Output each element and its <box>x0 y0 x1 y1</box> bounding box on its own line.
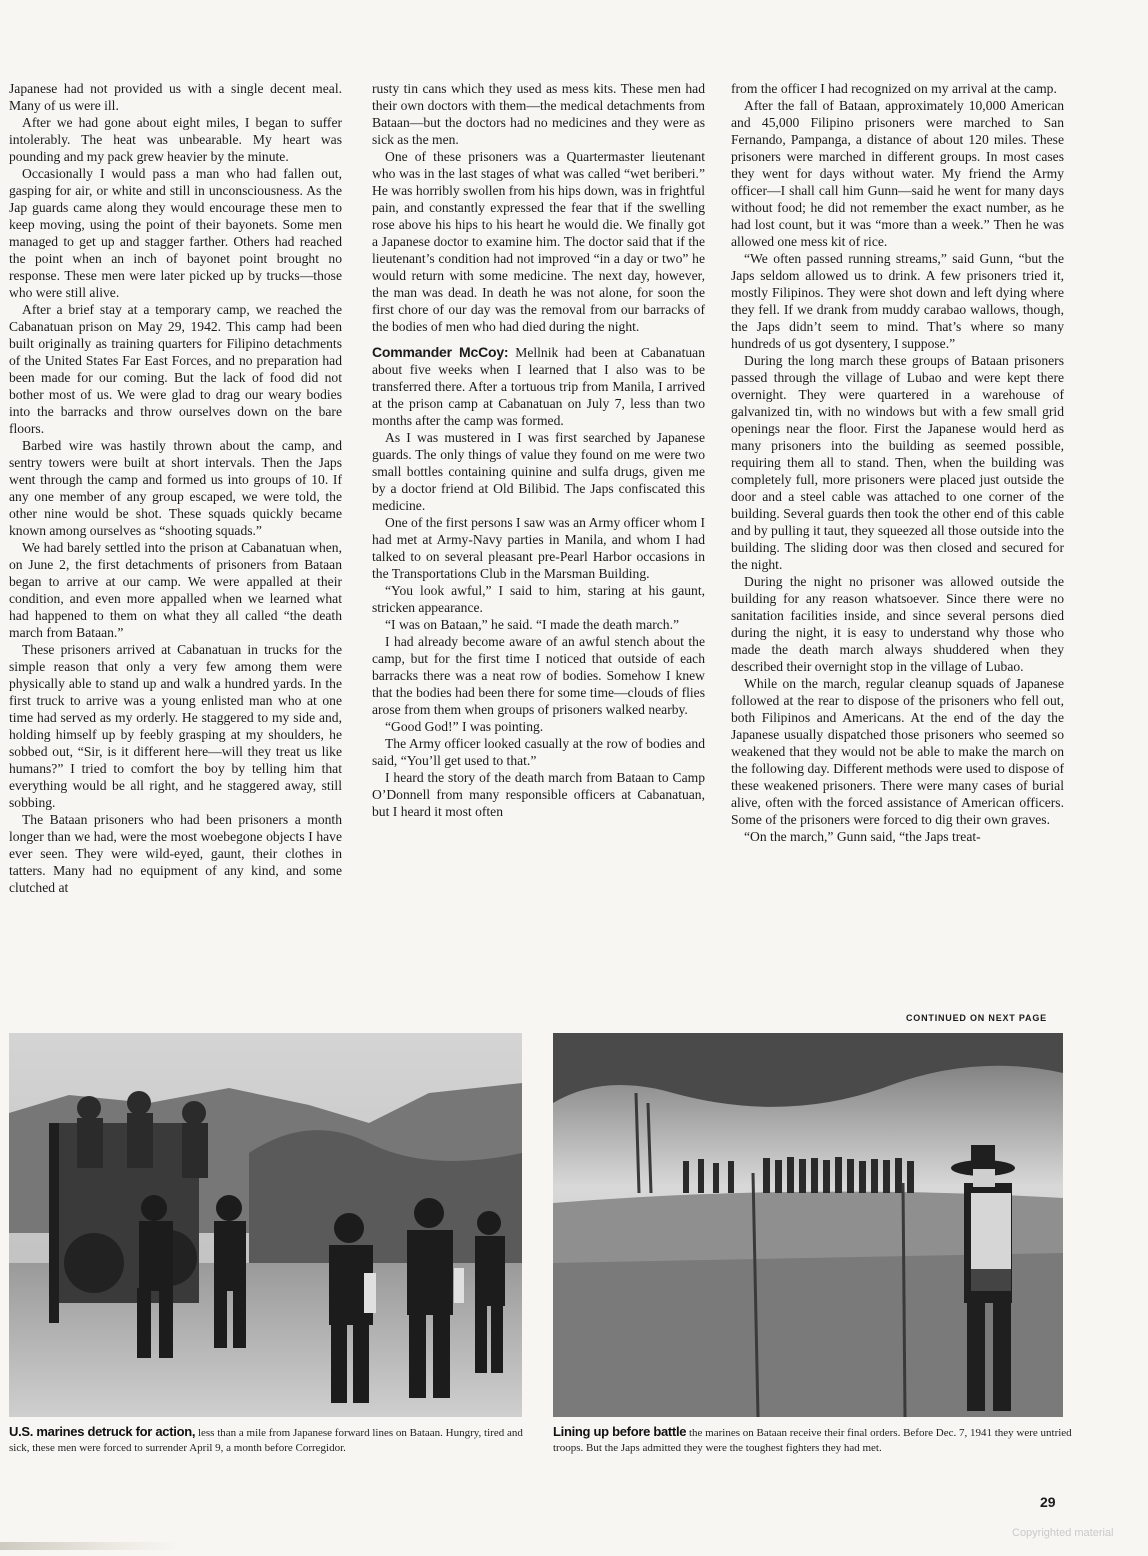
paragraph: While on the march, regular cleanup squads of Japanese followed at the rear to dispose of the prisoners who fell out, both Filipinos and Americans. At the end of the day the Japanese usually dispatched those prisoners who seemed so weakened that they would not be able to make the march on the following day. Different methods were used to dispose of these weakened prisoners. There were many cases of burial alive, often with the forced assistance of American officers. Some of the prisoners were forced to dig their own graves. <box>731 676 1064 827</box>
paragraph: After a brief stay at a temporary camp, we reached the Cabanatuan prison on May 29, 1942. This camp had been built originally as training quarters for Filipino detachments of the United States Far East Forces, and no preparation had been made for our coming. But the lack of food did not bother most of us. We were glad to drag our weary bodies into the barracks and throw ourselves down on the bare floors. <box>9 302 342 436</box>
paragraph: The Bataan prisoners who had been prisoners a month longer than we had, were the most woebegone objects I have ever seen. They were wild-eyed, gaunt, their clothes in tatters. Many had no equipment of any kind, and some clutched at <box>9 812 342 895</box>
scan-edge <box>0 1542 180 1550</box>
paragraph: One of the first persons I saw was an Army officer whom I had met at Army-Navy parties in Manila, and whom I had talked to on several pleasant pre-Pearl Harbor occasions in the Transportations Club in the Marsman Building. <box>372 515 705 581</box>
copyright-watermark: Copyrighted material <box>1012 1527 1114 1539</box>
photo-caption-2 <box>553 1424 1073 1456</box>
paragraph: “We often passed running streams,” said Gunn, “but the Japs seldom allowed us to drink. A few prisoners tried it, mostly Filipinos. They were shot down and left dying where they fell. If we drank from muddy carabao wallows, though, the Japs didn’t seem to mind. That’s where so many hundreds of us got dysentery, I suppose.” <box>731 251 1064 351</box>
paragraph: After the fall of Bataan, approximately 10,000 American and 45,000 Filipino prisoners were marched to San Fernando, Pampanga, a distance of about 120 miles. These prisoners were marched in different groups. In most cases they went for days without water. My friend the Army officer—I shall call him Gunn—said he went for many days without food; he did not remember the exact number, as he had lost count, but it was “more than a week.” Then he was allowed one mess kit of rice. <box>731 98 1064 249</box>
photo-lining-up <box>553 1033 1063 1417</box>
paragraph: During the night no prisoner was allowed outside the building for any reason whatsoever. Since there were no sanitation facilities inside, and since several persons died during the night, it is easy to understand why those who made the death march always shuddered when they described their overnight stop in the village of Lubao. <box>731 574 1064 674</box>
page-number: 29 <box>1040 1494 1056 1510</box>
paragraph: “I was on Bataan,” he said. “I made the death march.” <box>385 617 680 632</box>
caption-text: the marines on Bataan receive their final orders. Before Dec. 7, 1941 they were untried troops. But the Japs admitted they were the toughest fighters they had met. <box>553 1427 1072 1454</box>
caption-title: Lining up before battle <box>553 1424 687 1439</box>
speaker-label: Commander McCoy: <box>372 344 509 360</box>
speaker-text: Mellnik had been at Cabanatuan about five weeks when I learned that I also was to be transferred there. After a tortuous trip from Manila, I arrived at the prison camp at Cabanatuan on July 7, less than two months after the camp was formed. <box>372 345 705 428</box>
speaker-paragraph <box>372 344 705 429</box>
paragraph: The Army officer looked casually at the row of bodies and said, “You’ll get used to that.” <box>372 736 705 768</box>
paragraph: rusty tin cans which they used as mess kits. These men had their own doctors with them—the medical detachments from Bataan—but the doctors had no medicines and they were as sick as the men. <box>372 81 705 147</box>
paragraph: from the officer I had recognized on my arrival at the camp. <box>731 81 1057 96</box>
paragraph: One of these prisoners was a Quartermaster lieutenant who was in the last stages of what was called “wet beriberi.” He was horribly swollen from his hips down, was in frightful pain, and constantly expressed the fear that if the swelling rose above his hips to his heart he would die. We finally got a Japanese doctor to examine him. The doctor said that if the lieutenant’s condition had not improved “in a day or two” he would return with some medicine. The next day, however, the man was dead. In death he was not alone, for soon the first chore of our day was the removal from our barracks of the bodies of men who had died during the night. <box>372 149 705 334</box>
article-column-3 <box>731 80 1064 845</box>
article-column-2 <box>372 80 705 820</box>
article-column-1 <box>9 80 342 896</box>
paragraph: “Good God!” I was pointing. <box>385 719 544 734</box>
paragraph: We had barely settled into the prison at Cabanatuan when, on June 2, the first detachments of prisoners from Bataan began to arrive at our camp. We were appalled at their condition, and even more appalled when we learned what had happened to them on what they all called “the death march from Bataan.” <box>9 540 342 640</box>
photo-marines-detruck <box>9 1033 522 1417</box>
paragraph: Occasionally I would pass a man who had fallen out, gasping for air, or white and still in unconsciousness. As the Jap guards came along they would encourage these men to keep moving, using the point of their bayonets. Some men managed to get up and stagger farther. Others had reached the point when an inch of bayonet point brought no response. These men were later picked up by trucks—those who were still alive. <box>9 166 342 300</box>
paragraph: I had already become aware of an awful stench about the camp, but for the first time I noticed that outside of each barracks there was a neat row of bodies. Somehow I knew that the bodies had been there for some time—clouds of flies arose from them when groups of prisoners walked nearby. <box>372 634 705 717</box>
paragraph: As I was mustered in I was first searched by Japanese guards. The only things of value they found on me were two small bottles containing quinine and sulfa drugs, given me by a doctor friend at Old Bilibid. The Japs confiscated this medicine. <box>372 430 705 513</box>
caption-title: U.S. marines detruck for action, <box>9 1424 196 1439</box>
paragraph: “You look awful,” I said to him, staring at his gaunt, stricken appearance. <box>372 583 705 615</box>
paragraph: These prisoners arrived at Cabanatuan in trucks for the simple reason that only a very few among them were physically able to stand up and walk a hundred yards. In the first truck to arrive was a young enlisted man who at one time had served as my orderly. He staggered to my side and, holding himself up by feebly grasping at my shoulders, he sobbed out, “Sir, is it different here—will they treat us like humans?” I tried to comfort the boy by telling him that everything would be all right, and he staggered away, still sobbing. <box>9 642 342 810</box>
paragraph: Barbed wire was hastily thrown about the camp, and sentry towers were built at short intervals. Then the Japs went through the camp and formed us into groups of 10. If any one member of any group escaped, we were told, the other nine would be shot. These squads quickly became known among ourselves as “shooting squads.” <box>9 438 342 538</box>
caption-text: less than a mile from Japanese forward lines on Bataan. Hungry, tired and sick, these men were forced to surrender April 9, a month before Corregidor. <box>9 1427 523 1454</box>
paragraph: “On the march,” Gunn said, “the Japs treat- <box>744 829 981 844</box>
continued-label: CONTINUED ON NEXT PAGE <box>906 1013 1047 1023</box>
paragraph: After we had gone about eight miles, I began to suffer intolerably. The heat was unbearable. My heart was pounding and my pack grew heavier by the minute. <box>9 115 342 164</box>
photo-caption-1 <box>9 1424 529 1456</box>
paragraph: I heard the story of the death march from Bataan to Camp O’Donnell from many responsible officers at Cabanatuan, but I heard it most often <box>372 770 705 819</box>
paragraph: Japanese had not provided us with a single decent meal. Many of us were ill. <box>9 81 342 113</box>
paragraph: During the long march these groups of Bataan prisoners passed through the village of Lubao and were kept there overnight. They were quartered in a warehouse of galvanized tin, with no windows but with a few small grid openings near the floor. First the Japanese would herd as many prisoners into the building as seemed possible, requiring them all to stand. Then, when the building was completely full, more prisoners were placed just outside the door and a steel cable was attached to one corner of the building. Several guards then took the other end of this cable and by pulling it taut, they squeezed all those outside into the building. The sliding door was then closed and secured for the night. <box>731 353 1064 572</box>
